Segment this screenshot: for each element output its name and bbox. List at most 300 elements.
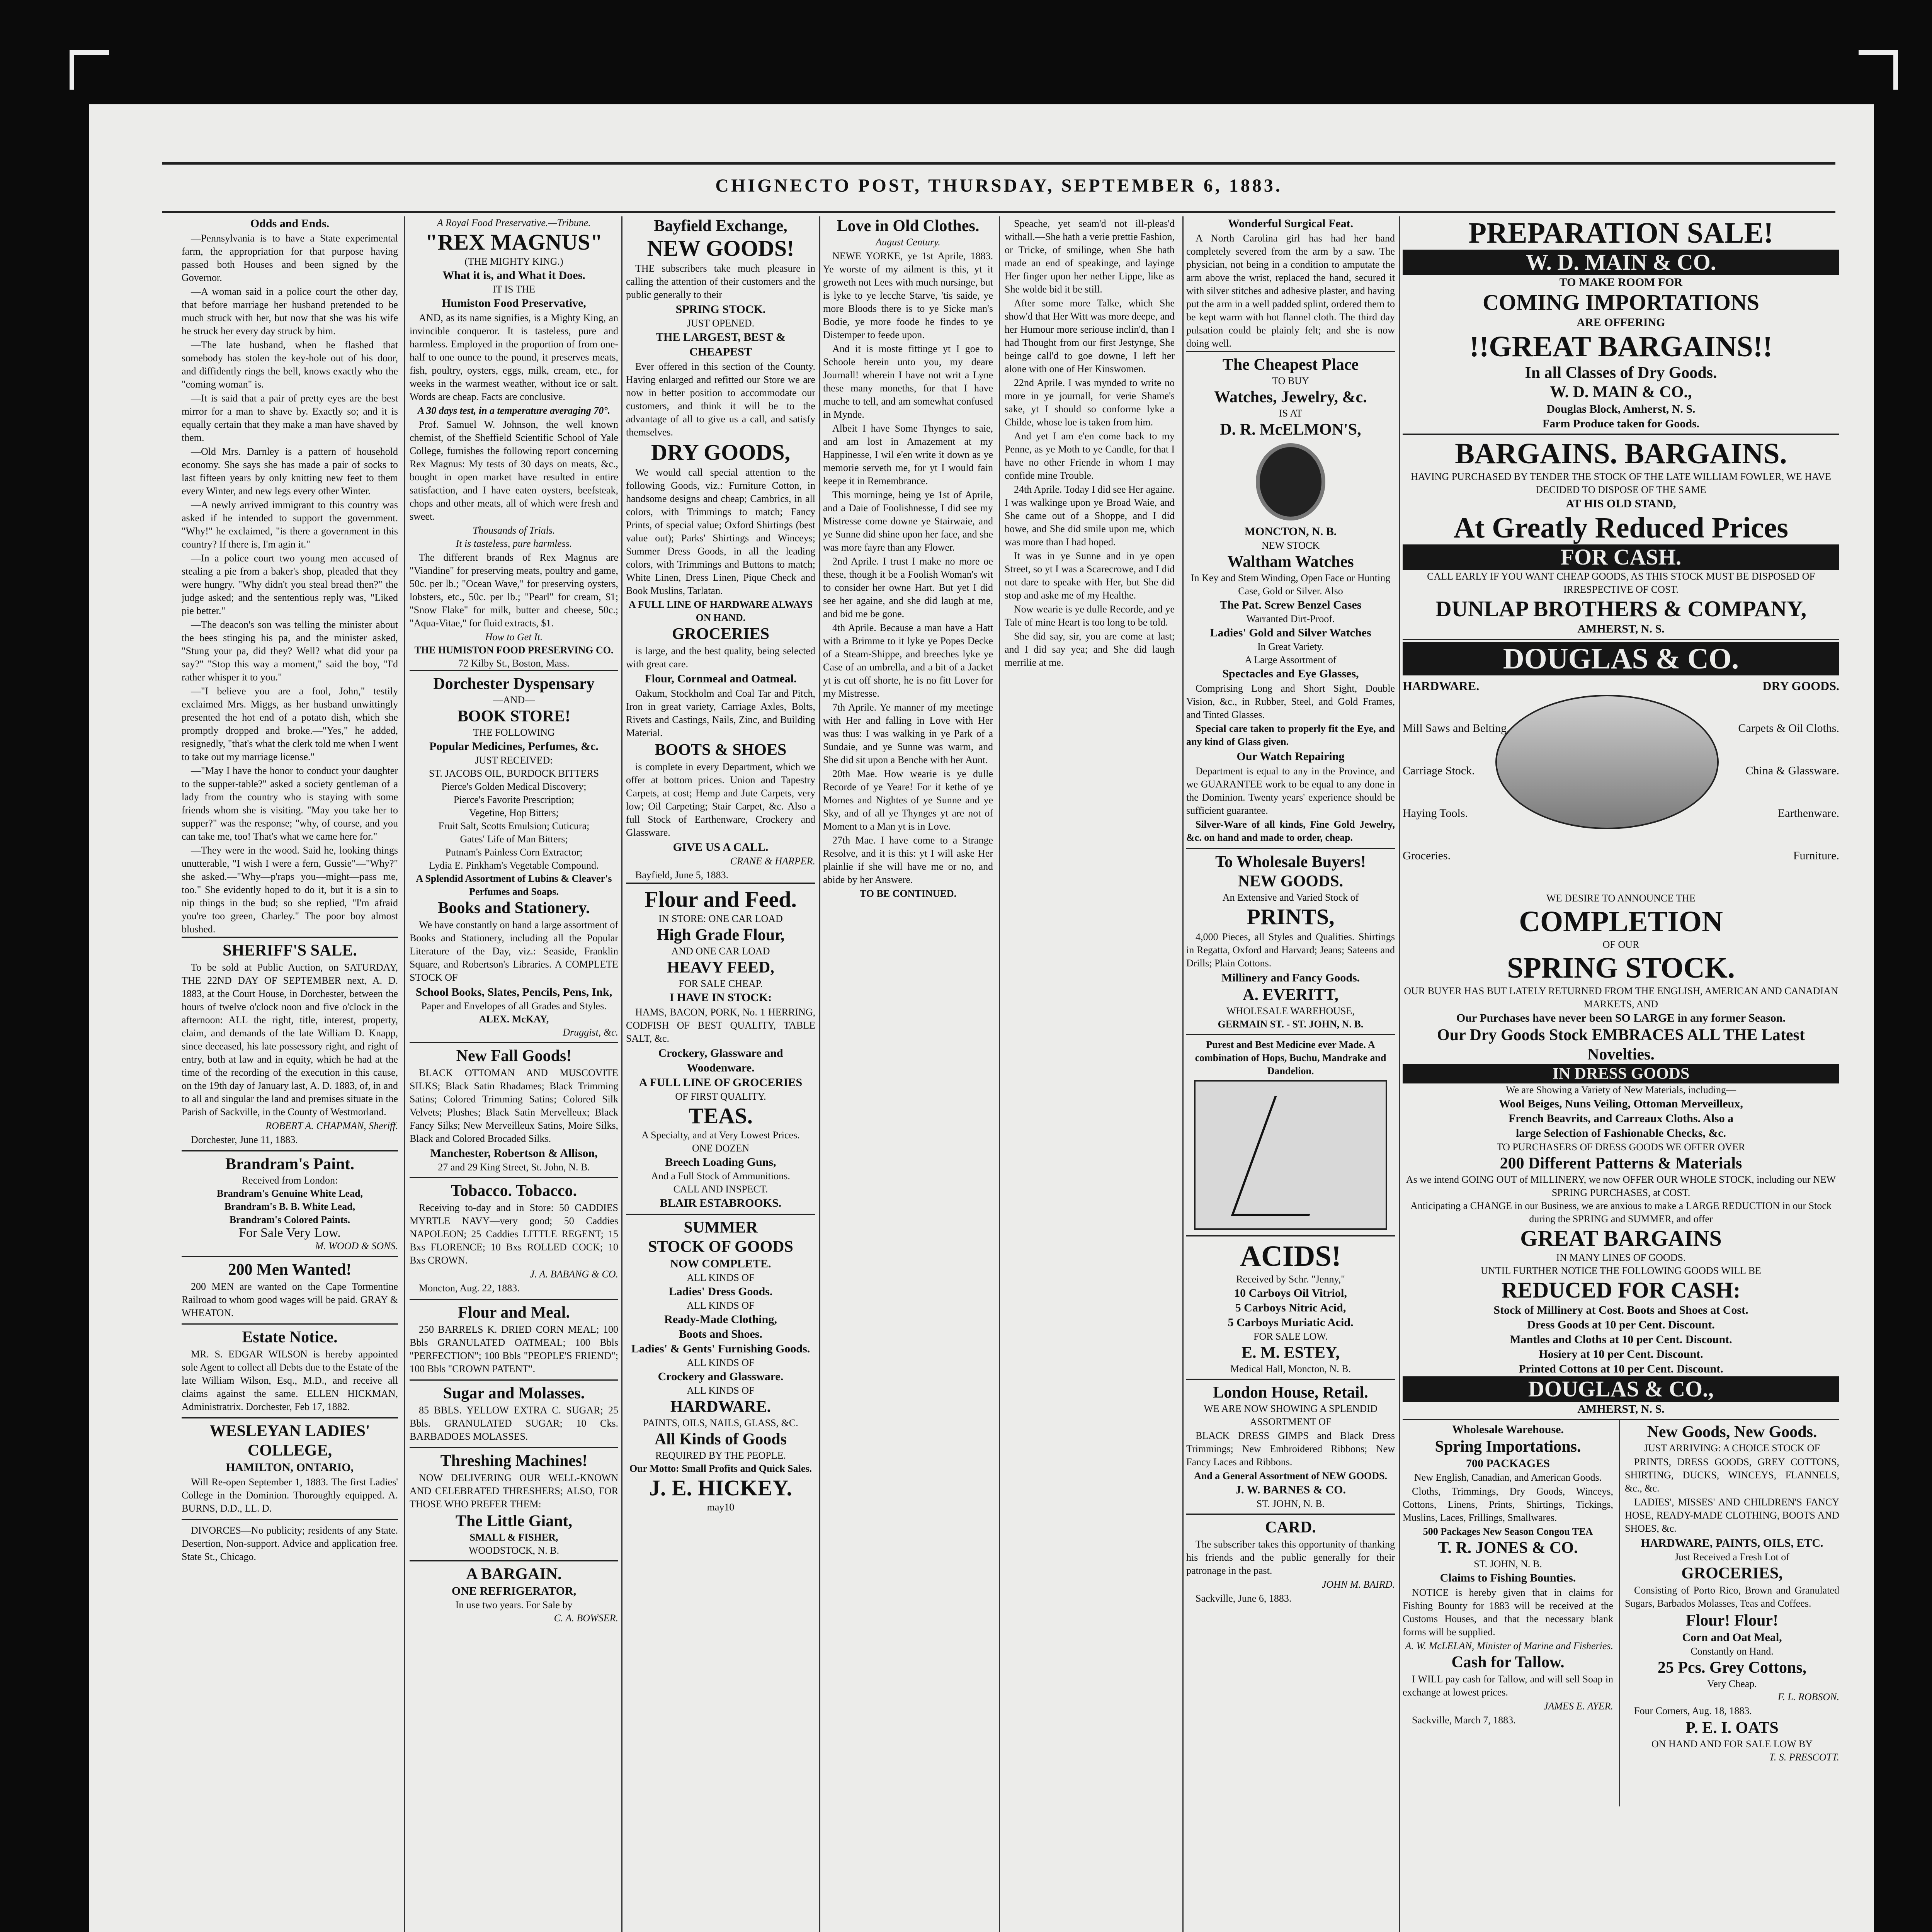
store-building-illustration: [1495, 695, 1719, 829]
flour-flour: Flour! Flour!: [1685, 1612, 1779, 1629]
groceries-body: is large, and the best quality, being selected with great care.: [626, 645, 815, 670]
refrigerator-sub: In use two years. For Sale by: [455, 1599, 573, 1611]
are-offering: ARE OFFERING: [1577, 316, 1665, 329]
completion-title: COMPLETION: [1519, 905, 1723, 938]
sugar-molasses-body: 85 BBLS. YELLOW EXTRA C. SUGAR; 25 Bbls. GRANULATED SUGAR; 10 Cks. BARBADOES MOLASSES.: [410, 1405, 618, 1442]
column-rule: [404, 216, 405, 1932]
silver-ware: Silver-Ware of all kinds, Fine Gold Jewelry, &c. on hand and made to order, cheap.: [1186, 819, 1395, 843]
old-stand: AT HIS OLD STAND,: [1566, 497, 1676, 510]
on-hand-sale: ON HAND AND FOR SALE LOW BY: [1651, 1738, 1813, 1750]
carriage-stock: Carriage Stock.: [1403, 764, 1475, 777]
stock-body: HAMS, BACON, PORK, No. 1 HERRING, CODFISH OF BEST QUALITY, TABLE SALT, &c.: [626, 1007, 815, 1044]
congou-tea: 500 Packages New Season Congou TEA: [1423, 1526, 1593, 1537]
story-para: After some more Talke, which She show'd that Her Witt was more deepe, and her Humour more seriouse inclin'd, than I had Thought from our first Jestynge, She beinge call'd to goe downe, I left her alone with one of Her Kinswomen.: [1005, 298, 1175, 374]
amherst-label: AMHERST, N. S.: [1577, 622, 1665, 635]
many-lines: IN MANY LINES OF GOODS.: [1556, 1252, 1686, 1263]
story-para: 24th Aprile. Today I did see Her againe. I was walkinge upon ye Broad Waie, and She came out of a Shoppe, and I did bowe, and She did smile upon me, which was more than I had hoped.: [1005, 484, 1175, 548]
humiston-address: 72 Kilby St., Boston, Mass.: [458, 658, 570, 669]
divorces-notice: DIVORCES—No publicity; residents of any State. Desertion, Non-support. Advice and application free. State St., Chicago.: [182, 1525, 398, 1562]
story-para: It was in ye Sunne and in ye open Street, so yt I was a Scarecrowe, and I did not dare to speake with Her, but She did stop and aske me of my Healthe.: [1005, 550, 1175, 601]
have-in-stock: I HAVE IN STOCK:: [669, 991, 772, 1004]
just-arriving: JUST ARRIVING: A CHOICE STOCK OF: [1644, 1442, 1820, 1454]
to-make-room: TO MAKE ROOM FOR: [1559, 276, 1683, 289]
pei-oats: P. E. I. OATS: [1685, 1719, 1779, 1737]
dorchester-and: —AND—: [493, 694, 535, 706]
reduced-for-cash: REDUCED FOR CASH:: [1501, 1277, 1741, 1303]
boots-shoes-title: BOOTS & SHOES: [655, 741, 787, 759]
column-5: [1186, 216, 1395, 1932]
reduction-line: Printed Cottons at 10 per Cent. Discount.: [1519, 1362, 1723, 1375]
odds-item: —"I believe you are a fool, John," testily exclaimed Mrs. Miggs, as her husband unwittingly presented the hot end of a potato dish, which she promptly dropped and broke.—"Yes," he added, resignedly, "that's what the clerk told me when I went to take out my marriage license.": [182, 685, 398, 762]
trial-title: A 30 days test, in a temperature averaging 70°.: [417, 405, 611, 416]
odds-item: —The late husband, when he flashed that somebody has stolen the key-hole out of his door, and diffidently rings the bell, knows exactly who the "coming woman" is.: [182, 339, 398, 390]
groceries-label: Groceries.: [1403, 849, 1451, 862]
thousands-title: Thousands of Trials.: [473, 525, 555, 536]
summer-title: SUMMER: [684, 1219, 758, 1236]
column-1: [182, 216, 398, 1932]
reduced-prices: At Greatly Reduced Prices: [1453, 512, 1789, 544]
ladies-dress-goods: Ladies' Dress Goods.: [668, 1285, 773, 1298]
watches-jewelry: Watches, Jewelry, &c.: [1214, 388, 1367, 406]
of-our: OF OUR: [1602, 939, 1639, 950]
column-6: [1403, 216, 1839, 1932]
column-rule: [1182, 216, 1184, 1932]
largest-body: Ever offered in this section of the County. Having enlarged and refitted our Store we are now in better position to accommodate our customers, and think it will be to the advantage of all to give us a call, and satisfy themselves.: [626, 361, 815, 438]
now-showing: WE ARE NOW SHOWING A SPLENDID ASSORTMENT OF: [1204, 1403, 1378, 1427]
haying-tools: Haying Tools.: [1403, 807, 1468, 820]
farm-produce: Farm Produce taken for Goods.: [1542, 417, 1700, 430]
threshing-body: NOW DELIVERING OUR WELL-KNOWN AND CELEBRATED THRESHERS; ALSO, FOR THOSE WHO PREFER THEM:: [410, 1472, 618, 1510]
purchases-large: Our Purchases have never been SO LARGE in any former Season.: [1456, 1012, 1786, 1024]
barnes-stjohn: ST. JOHN, N. B.: [1256, 1498, 1325, 1509]
rex-body: AND, as its name signifies, is a Mighty King, an invincible conqueror. It is tasteless, pure and harmless. Employed in the proportion of from one-half to one ounce to the pound, it preserves meats, fish, poultry, oysters, eggs, milk, cream, etc., for weeks in the warmest weather, without ice or salt. Words are cheap. Facts are conclusive.: [410, 312, 618, 402]
column-rule: [1619, 1420, 1620, 1806]
medicine-item: Putnam's Painless Corn Extractor;: [445, 847, 583, 858]
extensive-stock: An Extensive and Varied Stock of: [1222, 892, 1359, 903]
new-goods: NEW GOODS.: [1238, 872, 1344, 890]
odds-item: —A woman said in a police court the other day, that before marriage her husband pretended to be much struck with her, but now that she was his wife he struck her every day struck by him.: [182, 286, 398, 337]
prints-body: 4,000 Pieces, all Styles and Qualities. Shirtings in Regatta, Oxford and Harvard; Jeans; Sateens and Drills; Plain Cottons.: [1186, 931, 1395, 969]
column-rule: [999, 216, 1000, 1932]
watch-repairing-title: Our Watch Repairing: [1236, 750, 1345, 763]
medicine-item: Fruit Salt, Scotts Emulsion; Cuticura;: [438, 820, 590, 832]
required-people: REQUIRED BY THE PEOPLE.: [655, 1450, 786, 1461]
sackville-date-2: Sackville, March 7, 1883.: [1412, 1714, 1516, 1726]
bayfield-body: THE subscribers take much pleasure in calling the attention of their customers and the public generally to their: [626, 263, 815, 300]
medicine-ad-illustration: [1194, 1080, 1387, 1230]
tobacco-body: Receiving to-day and in Store: 50 CADDIES MYRTLE NAVY—very good; 50 Caddies NAPOLEON; 25 Caddies LITTLE REGENT; 15 Bxs FLORENCE; 10 Bxs ROLLED COCK; 10 Bxs CROWN.: [410, 1202, 618, 1266]
masthead: [162, 162, 1835, 213]
little-giant: The Little Giant,: [455, 1512, 573, 1530]
sheriff-date: Dorchester, June 11, 1883.: [191, 1134, 298, 1145]
dry-goods-body: We would call special attention to the following Goods, viz.: Furniture Cotton, in handsome designs and cheap; Cambrics, in all colors, with Trimmings to match; Fancy Prints, of special value; Oxford Shirtings (best value out); Parks' Shirtings and Winceys; Summer Dress Goods, in all the leading colors, with Trimmings and Buttons to match; White Linen, Dress Linen, Pique Check and Book Muslins, Tarlatan.: [626, 467, 815, 596]
story-para: 22nd Aprile. I was mynded to write no more in ye journall, for verie Shame's sake, yt I should so conforme lyke a Childe, whose loe is taken from him.: [1005, 377, 1175, 428]
new-goods-title-2: New Goods, New Goods.: [1647, 1423, 1817, 1441]
love-old-clothes-title: Love in Old Clothes.: [837, 217, 980, 235]
spring-importations: Spring Importations.: [1435, 1438, 1581, 1456]
boots-shoes-body: is complete in every Department, which we offer at bottom prices. Union and Tapestry Carpets, at cost; Hemp and Jute Carpets, very low; Oil Carpeting; Stair Carpet, &c. Also a full Stock of Earthenware, Crockery and Glassware.: [626, 761, 815, 838]
odds-item: —Old Mrs. Darnley is a pattern of household economy. She says she has made a pair of socks to last fifteen years by only knitting new feet to them every Winter, and new legs every other Winter.: [182, 446, 398, 497]
bargains-banner: BARGAINS. BARGAINS.: [1455, 437, 1787, 470]
reduction-line: Hosiery at 10 per Cent. Discount.: [1539, 1348, 1703, 1361]
card-body: The subscriber takes this opportunity of thanking his friends and the public generally for their patronage in the past.: [1186, 1539, 1395, 1576]
story-para: NEWE YORKE, ye 1st Aprile, 1883. Ye worste of my ailment is this, yt it groweth not Lees with much nursinge, but is lyke to ye lecche Starve, 'tis saide, ye more Bloods there is to ye Sicke man's Bodie, ye more foode he findes to ye Distemper to feede upon.: [823, 250, 993, 340]
spring-stock: SPRING STOCK.: [675, 303, 766, 316]
new-goods-title: NEW GOODS!: [647, 236, 794, 261]
very-cheap: Very Cheap.: [1707, 1678, 1757, 1689]
cheapest-place: The Cheapest Place: [1222, 356, 1359, 374]
ng-body-2: LADIES', MISSES' AND CHILDREN'S FANCY HOSE, READY-MADE CLOTHING, BOOTS AND SHOES, &c.: [1625, 1497, 1839, 1534]
crockery-glassware: Crockery and Glassware.: [658, 1370, 784, 1383]
packages: 700 PACKAGES: [1466, 1457, 1550, 1470]
main-co-banner: W. D. MAIN & CO.: [1403, 250, 1839, 275]
new-english: New English, Canadian, and American Goods.: [1414, 1472, 1602, 1483]
flour-meal-title: Flour and Meal.: [458, 1304, 570, 1321]
column-2: [410, 216, 618, 1932]
column-rule: [621, 216, 622, 1932]
all-kinds-label: ALL KINDS OF: [687, 1272, 755, 1283]
alex-mckay: ALEX. McKAY,: [479, 1014, 549, 1025]
brandram-line: Brandram's Genuine White Lead,: [216, 1188, 363, 1199]
hardware-label: HARDWARE.: [1403, 679, 1480, 693]
to-buy: TO BUY: [1272, 375, 1309, 386]
just-opened: JUST OPENED.: [687, 318, 755, 329]
sheriff-sign: ROBERT A. CHAPMAN, Sheriff.: [265, 1120, 398, 1131]
story-para: 2nd Aprile. I trust I make no more oe these, though it be a Foolish Woman's wit to consider her owne Hart. But yet I did see her againe, and she did laugh at me, and bid me be gone.: [823, 556, 993, 619]
dry-goods-title: DRY GOODS,: [651, 440, 790, 465]
great-bargains-2: GREAT BARGAINS: [1520, 1226, 1722, 1251]
brandram-title: Brandram's Paint.: [225, 1155, 354, 1173]
largest-best: THE LARGEST, BEST & CHEAPEST: [656, 331, 786, 358]
pocket-watch-illustration: [1256, 443, 1325, 520]
medical-hall: Medical Hall, Moncton, N. B.: [1230, 1363, 1351, 1374]
ayer-sign: JAMES E. AYER.: [1543, 1701, 1613, 1712]
boots-and-shoes: Boots and Shoes.: [679, 1328, 762, 1340]
preservative-tag: A Royal Food Preservative.—Tribune.: [437, 217, 591, 228]
london-house-body: BLACK DRESS GIMPS and Black Dress Trimmings; New Embroidered Ribbons; New Fancy Laces and Ribbons.: [1186, 1430, 1395, 1468]
wholesale-warehouse: WHOLESALE WAREHOUSE,: [1226, 1005, 1355, 1017]
acid-item: 5 Carboys Muriatic Acid.: [1228, 1316, 1354, 1329]
brandram-line: M. WOOD & SONS.: [315, 1240, 398, 1252]
desire-announce: WE DESIRE TO ANNOUNCE THE: [1546, 893, 1696, 904]
refrigerator: ONE REFRIGERATOR,: [451, 1585, 577, 1597]
crane-harper: CRANE & HARPER.: [730, 855, 815, 867]
specialty-line: A Specialty, and at Very Lowest Prices.: [641, 1129, 800, 1141]
moncton-label: MONCTON, N. B.: [1244, 525, 1337, 538]
purchasers-offer: TO PURCHASERS OF DRESS GOODS WE OFFER OVER: [1497, 1141, 1745, 1153]
groceries-title-2: GROCERIES,: [1681, 1565, 1783, 1582]
men-wanted-title: 200 Men Wanted!: [228, 1261, 352, 1279]
college-text: Will Re-open September 1, 1883. The first Ladies' College in the Dominion. Thoroughly equipped. A. BURNS, D.D., LL. D.: [182, 1476, 398, 1514]
barnes-title: J. W. BARNES & CO.: [1235, 1483, 1346, 1496]
card-title: CARD.: [1265, 1519, 1316, 1536]
all-kinds-label: ALL KINDS OF: [687, 1357, 755, 1368]
ready-made-clothing: Ready-Made Clothing,: [664, 1313, 777, 1326]
baird-sign: JOHN M. BAIRD.: [1321, 1579, 1395, 1590]
jones-stjohn: ST. JOHN, N. B.: [1474, 1558, 1542, 1570]
woodstock: WOODSTOCK, N. B.: [468, 1545, 560, 1556]
story-para: Speache, yet seam'd not ill-pleas'd withall.—She hath a verie prettie Fashion, or Tricke, of smilinge, when She hath made an end of speakinge, and layinge Her finger upon her nether Lippe, like as She wolde bid it be still.: [1005, 218, 1175, 295]
college-sub: HAMILTON, ONTARIO,: [226, 1461, 354, 1474]
bounty-body: NOTICE is hereby given that in claims for Fishing Bounty for 1883 will be received at the Customs Houses, and that the necessary blank forms will be supplied.: [1403, 1587, 1613, 1638]
pills-ad-text: Purest and Best Medicine ever Made. A combination of Hops, Buchu, Mandrake and Dandelion.: [1195, 1039, 1386, 1077]
all-kinds-goods: All Kinds of Goods: [655, 1430, 787, 1448]
heavy-feed: HEAVY FEED,: [667, 959, 774, 976]
dress-goods-banner: IN DRESS GOODS: [1403, 1064, 1839, 1083]
medicine-item: Pierce's Golden Medical Discovery;: [441, 781, 587, 792]
wool-beiges: Wool Beiges, Nuns Veiling, Ottoman Merveilleux,: [1499, 1097, 1743, 1110]
sugar-molasses-title: Sugar and Molasses.: [443, 1384, 585, 1402]
constantly-on-hand: Constantly on Hand.: [1690, 1646, 1774, 1657]
dorchester-dyspensary: Dorchester Dyspensary: [433, 675, 595, 693]
groceries-body-2: Consisting of Porto Rico, Brown and Granulated Sugars, Barbados Molasses, Teas and Coffees.: [1625, 1585, 1839, 1609]
mra-title: Manchester, Robertson & Allison,: [430, 1147, 598, 1160]
oakum-line: Oakum, Stockholm and Coal Tar and Pitch, Iron in great variety, Carriage Axles, Bolts, Rivets and Castings, Nails, Zinc, and Building Material.: [626, 688, 815, 738]
druggist: Druggist, &c.: [563, 1027, 618, 1038]
cash-for-tallow: Cash for Tallow.: [1451, 1653, 1565, 1671]
main-co: W. D. MAIN & CO.,: [1550, 383, 1692, 401]
received-jenny: Received by Schr. "Jenny,": [1236, 1274, 1345, 1285]
anticipating-change: Anticipating a CHANGE in our Business, we are anxious to make a LARGE REDUCTION in our Stock during the SPRING and SUMMER, and offer: [1410, 1200, 1832, 1225]
lubins-line: A Splendid Assortment of Lubins & Cleaver's Perfumes and Soaps.: [416, 873, 612, 897]
fishing-bounties: Claims to Fishing Bounties.: [1440, 1571, 1576, 1584]
rex-is: IT IS THE: [492, 284, 536, 295]
medicine-item: ST. JACOBS OIL, BURDOCK BITTERS: [429, 768, 599, 779]
motto: Our Motto: Small Profits and Quick Sales.: [629, 1463, 812, 1474]
full-line-groceries: A FULL LINE OF GROCERIES: [639, 1076, 803, 1089]
bayfield-title: Bayfield Exchange,: [654, 217, 787, 235]
odds-item: —"May I have the honor to conduct your daughter to the supper-table?" asked a society gentleman of a lady from the country who is staying with some friends whom she is visiting. "May you take her to supper?" was the response; "why, of course, and you can take me, too! That's what we came here for.": [182, 765, 398, 842]
brandram-line: Brandram's B. B. White Lead,: [224, 1201, 355, 1212]
everitt-title: A. EVERITT,: [1243, 986, 1338, 1004]
crockery-line: Crockery, Glassware and Woodenware.: [658, 1047, 783, 1074]
story-para: And yet I am e'en come back to my Penne, as ye Moth to ye Candle, for that I have no other Friende in whom I may confide mine Trouble.: [1005, 430, 1175, 481]
for-sale-low: FOR SALE LOW.: [1253, 1331, 1328, 1342]
special-care: Special care taken to properly fit the Eye, and any kind of Glass given.: [1186, 723, 1395, 747]
now-complete: NOW COMPLETE.: [670, 1257, 771, 1270]
masthead-title: CHIGNECTO POST, THURSDAY, SEPTEMBER 6, 1883.: [715, 175, 1282, 196]
how-to-get: How to Get It.: [485, 631, 543, 643]
brands-body: The different brands of Rex Magnus are "Viandine" for preserving meats, poultry and game, 50c. per lb.; "Ocean Wave," for preserving oysters, lobsters, etc., 50c. per lb.; "Pearl" for cream, $1; "Snow Flake" for milk, butter and cheese, 50c.; "Aqua-Vitae," for fluid extracts, $1.: [410, 552, 618, 629]
benzel-cases: The Pat. Screw Benzel Cases: [1219, 599, 1362, 611]
breech-guns: Breech Loading Guns,: [665, 1156, 776, 1168]
waltham-watches: Waltham Watches: [1227, 553, 1354, 571]
story-para: 20th Mae. How wearie is ye dulle Recorde of ye Yeare! For it kethe of ye Mornes and Nightes of ye Sunne and ye Sky, and of all ye Thynges yt are not of Moment to a Man yt is in Love.: [823, 768, 993, 832]
story-para: And it is moste fittinge yt I goe to Schoole herein unto you, my deare Journall! wherein I have not writ a Lyne these many moneths, for that I have muche to tell, and am somewhat confused in Mynde.: [823, 343, 993, 420]
brandram-line: Received from London:: [242, 1175, 338, 1186]
french-beavrits: French Beavrits, and Carreaux Cloths. Also a: [1508, 1112, 1734, 1125]
odds-item: —In a police court two young men accused of stealing a pie from a baker's shop, pleaded that they were hungry. "Why didn't you steal bread then?" the judge asked; and the sententious reply was, "Liked pie better.": [182, 553, 398, 616]
flour-meal-body: 250 BARRELS K. DRIED CORN MEAL; 100 Bbls GRANULATED OATMEAL; 100 Bbls "PERFECTION"; 100 Bbls "PEOPLE'S FRIEND"; 100 Bbls "CROWN PATENT".: [410, 1324, 618, 1374]
millinery-fancy: Millinery and Fancy Goods.: [1221, 971, 1360, 984]
general-assortment: And a General Assortment of NEW GOODS.: [1194, 1470, 1388, 1481]
bowser-sign: C. A. BOWSER.: [554, 1612, 618, 1624]
robson-sign: F. L. ROBSON.: [1777, 1691, 1839, 1702]
furniture-label: Furniture.: [1793, 849, 1839, 862]
ng-body: PRINTS, DRESS GOODS, GREY COTTONS, SHIRTING, DUCKS, WINCEYS, FLANNELS, &c., &c.: [1625, 1456, 1839, 1494]
blair-estabrooks: BLAIR ESTABROOKS.: [660, 1197, 782, 1209]
humiston-company: THE HUMISTON FOOD PRESERVING CO.: [414, 645, 614, 656]
bayfield-date: Bayfield, June 5, 1883.: [635, 869, 729, 881]
stock-of-goods: STOCK OF GOODS: [648, 1238, 793, 1256]
estate-notice-text: MR. S. EDGAR WILSON is hereby appointed sole Agent to collect all Debts due to the Estate of the late William Wilson, Esq., M.D., and receive all claims against the same. ELLEN HICKMAN, Administratrix. Dorchester, Feb 17, 1882.: [182, 1349, 398, 1412]
threshing-title: Threshing Machines!: [440, 1452, 588, 1470]
watch-repairing-body: Department is equal to any in the Province, and we GUARANTEE work to be equal to any done in the Dominion. Twenty years' experience should be sufficient guarantee.: [1186, 765, 1395, 816]
new-stock: NEW STOCK: [1262, 540, 1320, 551]
tender-text: HAVING PURCHASED BY TENDER THE STOCK OF THE LATE WILLIAM FOWLER, WE HAVE DECIDED TO DISPOSE OF THE SAME: [1411, 471, 1831, 495]
first-quality: OF FIRST QUALITY.: [675, 1091, 766, 1102]
popular-medicines: Popular Medicines, Perfumes, &c.: [429, 740, 599, 753]
reduction-line: Mantles and Cloths at 10 per Cent. Discount.: [1510, 1333, 1732, 1346]
babang-sign: J. A. BABANG & CO.: [530, 1269, 618, 1280]
hardware-paints: HARDWARE, PAINTS, OILS, ETC.: [1641, 1537, 1823, 1549]
crop-mark-top-left: [70, 50, 109, 90]
medicine-item: Pierce's Favorite Prescription;: [453, 794, 575, 805]
buyer-returned: OUR BUYER HAS BUT LATELY RETURNED FROM THE ENGLISH, AMERICAN AND CANADIAN MARKETS, AND: [1404, 985, 1838, 1010]
douglas-co-banner-2: DOUGLAS & CO.,: [1403, 1376, 1839, 1402]
surgical-feat-title: Wonderful Surgical Feat.: [1228, 217, 1354, 230]
for-sale-cheap: FOR SALE CHEAP.: [679, 978, 763, 989]
china-glassware: China & Glassware.: [1745, 764, 1839, 777]
medicine-item: Gates' Life of Man Bitters;: [460, 833, 568, 845]
amherst-label-2: AMHERST, N. S.: [1577, 1403, 1665, 1415]
column-4: [823, 216, 1179, 1932]
story-para: This morninge, being ye 1st of Aprile, and a Daie of Foolishnesse, I did see my Mistresse come downe ye Stairwaie, and ye Sunne did shine upon her face, and she was more fayre than any Flower.: [823, 489, 993, 553]
small-fisher: SMALL & FISHER,: [469, 1532, 558, 1543]
books-title: Books and Stationery.: [438, 899, 590, 917]
hardware-line: A FULL LINE OF HARDWARE ALWAYS ON HAND.: [628, 599, 813, 623]
to-be-continued: TO BE CONTINUED.: [859, 888, 957, 899]
trial-body: Prof. Samuel W. Johnson, the well known chemist, of the Sheffield Scientific School of Yale College, furnishes the following report concerning Rex Magnus: My tests of 30 days on meats, &c., bought in open market have resulted in entire satisfaction, and I have eaten oysters, beefsteak, chops and other meats, all of which were fresh and sweet.: [410, 419, 618, 522]
college-title: WESLEYAN LADIES' COLLEGE,: [209, 1422, 370, 1459]
spectacles-body: Comprising Long and Short Sight, Double Vision, &c., in Rubber, Steel, and Gold Frames, and Tinted Glasses.: [1186, 683, 1395, 720]
estate-notice-title: Estate Notice.: [242, 1328, 338, 1346]
medicine-item: Vegetine, Hop Bitters;: [469, 807, 559, 818]
story-para: 4th Aprile. Because a man have a Hatt with a Brimme to it lyke ye Popes Decke of a Steam-Shippe, and breeches lyke ye Case of an umbrella, and a bit of a Jacket yt is cut off shorte, he is no fitt Lover for my Mistresse.: [823, 622, 993, 699]
mra-address: 27 and 29 King Street, St. John, N. B.: [438, 1162, 590, 1173]
odds-item: —Pennsylvania is to have a State experimental farm, the appropriation for that purpose having passed both Houses and been signed by the Governor.: [182, 233, 398, 283]
dunlap-brothers: DUNLAP BROTHERS & COMPANY,: [1435, 596, 1807, 621]
in-store: IN STORE: ONE CAR LOAD: [658, 913, 783, 924]
odds-item: —It is said that a pair of pretty eyes are the best mirror for a man to shave by. Exactly so; and it is equally certain that they make a man have shaved by them.: [182, 393, 398, 443]
estey-title: E. M. ESTEY,: [1241, 1344, 1340, 1362]
corn-oat-meal: Corn and Oat Meal,: [1682, 1631, 1782, 1644]
love-old-clothes-source: August Century.: [876, 236, 940, 248]
books-body: We have constantly on hand a large assortment of Books and Stationery, including all the Popular Literature of the Day, viz.: Seaside, Franklin Square, and Robertson's Libraries. A COMPLETE STOCK OF: [410, 919, 618, 983]
teas-title: TEAS.: [688, 1103, 753, 1128]
carpets-label: Carpets & Oil Cloths.: [1738, 722, 1839, 735]
reduction-line: Stock of Millinery at Cost. Boots and Shoes at Cost.: [1493, 1304, 1748, 1316]
until-notice: UNTIL FURTHER NOTICE THE FOLLOWING GOODS WILL BE: [1481, 1265, 1761, 1276]
moncton-date: Moncton, Aug. 22, 1883.: [419, 1282, 520, 1294]
earthenware: Earthenware.: [1777, 807, 1839, 820]
odds-ends-heading: Odds and Ends.: [250, 217, 330, 230]
prescott-sign: T. S. PRESCOTT.: [1769, 1752, 1839, 1763]
paints-oils: PAINTS, OILS, NAILS, GLASS, &C.: [643, 1417, 798, 1429]
wholesale-buyers: To Wholesale Buyers!: [1215, 853, 1366, 871]
all-classes: In all Classes of Dry Goods.: [1525, 364, 1717, 382]
tallow-body: I WILL pay cash for Tallow, and will sell Soap in exchange at lowest prices.: [1403, 1673, 1613, 1698]
great-bargains: !!GREAT BARGAINS!!: [1469, 330, 1773, 363]
large-selection: large Selection of Fashionable Checks, &c.: [1515, 1127, 1726, 1139]
large-assortment: A Large Assortment of: [1245, 654, 1337, 665]
dust-proof: Warranted Dirt-Proof.: [1246, 613, 1335, 624]
in-variety: In Great Variety.: [1257, 641, 1324, 652]
sheriff-sale-text: To be sold at Public Auction, on SATURDAY, THE 22ND DAY OF SEPTEMBER next, A. D. 1883, at the Court House, in Dorchester, between the hours of twelve o'clock noon and five o'clock in the afternoon: ALL the right, title, interest, property, claim, and demands of the late William D. Knapp, since deceased, his late possessory right, and right of entry, both at law and in equity, which he had at the time of the recording of the execution in this cause, on the 19th day of January last, A. D. 1883, of, in and to all and singular the land and premises situate in the Parish of Sackville, in the County of Westmorland.: [182, 962, 398, 1117]
odds-item: —A newly arrived immigrant to this country was asked if he intended to support the government. "Why!" he exclaimed, "is there a government in this country? If there is, I'm agin it.": [182, 499, 398, 550]
sheriff-sale-title: SHERIFF'S SALE.: [223, 942, 357, 959]
story-para: Now wearie is ye dulle Recorde, and ye Tale of mine Heart is too long to be told.: [1005, 604, 1175, 628]
embraces-novelties: Our Dry Goods Stock EMBRACES ALL THE Latest Novelties.: [1437, 1026, 1805, 1063]
story-para: Albeit I have Some Thynges to saie, and am lost in Amazement at my Happinesse, I wil e'en write it down as ye memorie serveth me, for yt I would fain keepe it in Remembrance.: [823, 423, 993, 486]
ladies-watches: Ladies' Gold and Silver Watches: [1210, 626, 1371, 639]
douglas-co-banner: DOUGLAS & CO.: [1403, 642, 1839, 675]
mcelmon-title: D. R. McELMON'S,: [1220, 421, 1361, 439]
story-para: She did say, sir, you are come at last; and I did say yea; and She did laugh merrilie at me.: [1005, 631, 1175, 668]
jones-co: T. R. JONES & CO.: [1438, 1539, 1578, 1557]
douglas-block: Douglas Block, Amherst, N. S.: [1546, 403, 1696, 415]
rex-magnus-title: "REX MAGNUS": [425, 230, 603, 255]
germain-street: GERMAIN ST. - ST. JOHN, N. B.: [1218, 1019, 1364, 1030]
all-kinds-label: ALL KINDS OF: [687, 1385, 755, 1396]
is-at: IS AT: [1279, 408, 1302, 419]
spring-stock-title: SPRING STOCK.: [1507, 952, 1735, 984]
hickey-date: may10: [707, 1502, 735, 1513]
four-corners-date: Four Corners, Aug. 18, 1883.: [1634, 1705, 1752, 1716]
paper-line: Paper and Envelopes of all Grades and Styles.: [421, 1000, 607, 1012]
give-us-call: GIVE US A CALL.: [673, 841, 769, 854]
sackville-date: Sackville, June 6, 1883.: [1196, 1593, 1292, 1604]
all-kinds-label: ALL KINDS OF: [687, 1300, 755, 1311]
new-fall-goods-body: BLACK OTTOMAN AND MUSCOVITE SILKS; Black Satin Rhadames; Black Trimming Satins; Colored Trimming Satins; Colored Silk Velvets; Plushes; Black Satin Mervelleux; Black Fancy Silks; New Merveilleux Satins, Moire Silks, Black and Colored Brocaded Silks.: [410, 1067, 618, 1144]
odds-item: —They were in the wood. Said he, looking things unutterable, "I wish I were a fern, Gussie"—"Why?" she asked.—"Why—p'raps you—might—pass me, too." She evidently hoped to do it, but it is a sin to nip things in the bud; so she replied, "I'm afraid you're too green, Charley." The poor boy almost blushed.: [182, 845, 398, 935]
call-inspect: CALL AND INSPECT.: [673, 1184, 768, 1195]
cloths-list: Cloths, Trimmings, Dry Goods, Winceys, Cottons, Linens, Prints, Shirtings, Tickings, Muslins, Laces, Frillings, Smallwares.: [1403, 1486, 1613, 1523]
furnishing-goods: Ladies' & Gents' Furnishing Goods.: [631, 1342, 810, 1355]
hickey-title: J. E. HICKEY.: [649, 1475, 793, 1500]
flour-cornmeal: Flour, Cornmeal and Oatmeal.: [645, 672, 797, 685]
millinery-note: As we intend GOING OUT of MILLINERY, we now OFFER OUR WHOLE STOCK, including our NEW SPRING PURCHASES, at COST.: [1406, 1174, 1836, 1198]
humiston-title: Humiston Food Preservative,: [442, 297, 586, 310]
prints-title: PRINTS,: [1247, 904, 1335, 929]
odds-item: —The deacon's son was telling the minister about the bees stinging his pa, and the minister asked, "Stung your pa, did they? Well? what did your pa say?" "Stop this way a moment," said the boy, "I'd rather whisper it to you.": [182, 619, 398, 683]
tasteless-title: It is tasteless, pure harmless.: [456, 538, 572, 549]
dry-goods-label: DRY GOODS.: [1762, 679, 1839, 693]
medicine-item: Lydia E. Pinkham's Vegetable Compound.: [429, 860, 599, 871]
preparation-sale: PREPARATION SALE!: [1468, 217, 1774, 249]
rex-magnus-sub: (THE MIGHTY KING.): [464, 256, 563, 267]
surgical-feat-body: A North Carolina girl has had her hand completely severed from the arm by a saw. The physician, not being in a condition to amputate the arm above the wrist, replaced the hand, secured it with silver stitches and adhesive plaster, and having put the arm in a well padded splint, ordered them to be kept warm with hot flannel cloth. The third day pulsation could be plainly felt; and she is now doing well.: [1186, 233, 1395, 349]
column-rule: [1399, 216, 1400, 1932]
one-dozen: ONE DOZEN: [692, 1143, 750, 1154]
coming-importations: COMING IMPORTATIONS: [1483, 290, 1759, 315]
column-3: [626, 216, 815, 1932]
wholesale-warehouse-title: Wholesale Warehouse.: [1452, 1423, 1564, 1436]
groceries-title: GROCERIES: [672, 625, 770, 643]
story-para: 7th Aprile. Ye manner of my meetinge with Her and falling in Love with Her was thus: I was walking in ye Park of a Sundaie, and ye Sunne was warm, and She did sit upon a Benche with her Aunt.: [823, 702, 993, 765]
waltham-body: In Key and Stem Winding, Open Face or Hunting Case, Gold or Silver. Also: [1190, 572, 1391, 597]
acid-item: 5 Carboys Nitric Acid,: [1235, 1301, 1346, 1314]
acids-title: ACIDS!: [1240, 1240, 1341, 1272]
mill-saws: Mill Saws and Belting.: [1403, 722, 1510, 735]
grey-cottons: 25 Pcs. Grey Cottons,: [1657, 1659, 1807, 1677]
brandram-line: Brandram's Colored Paints.: [229, 1214, 350, 1225]
bargain-title: A BARGAIN.: [466, 1565, 562, 1583]
hardware-title: HARDWARE.: [670, 1398, 771, 1416]
following-label: THE FOLLOWING: [473, 727, 555, 738]
acid-item: 10 Carboys Oil Vitriol,: [1234, 1287, 1347, 1299]
fresh-lot: Just Received a Fresh Lot of: [1675, 1551, 1789, 1563]
